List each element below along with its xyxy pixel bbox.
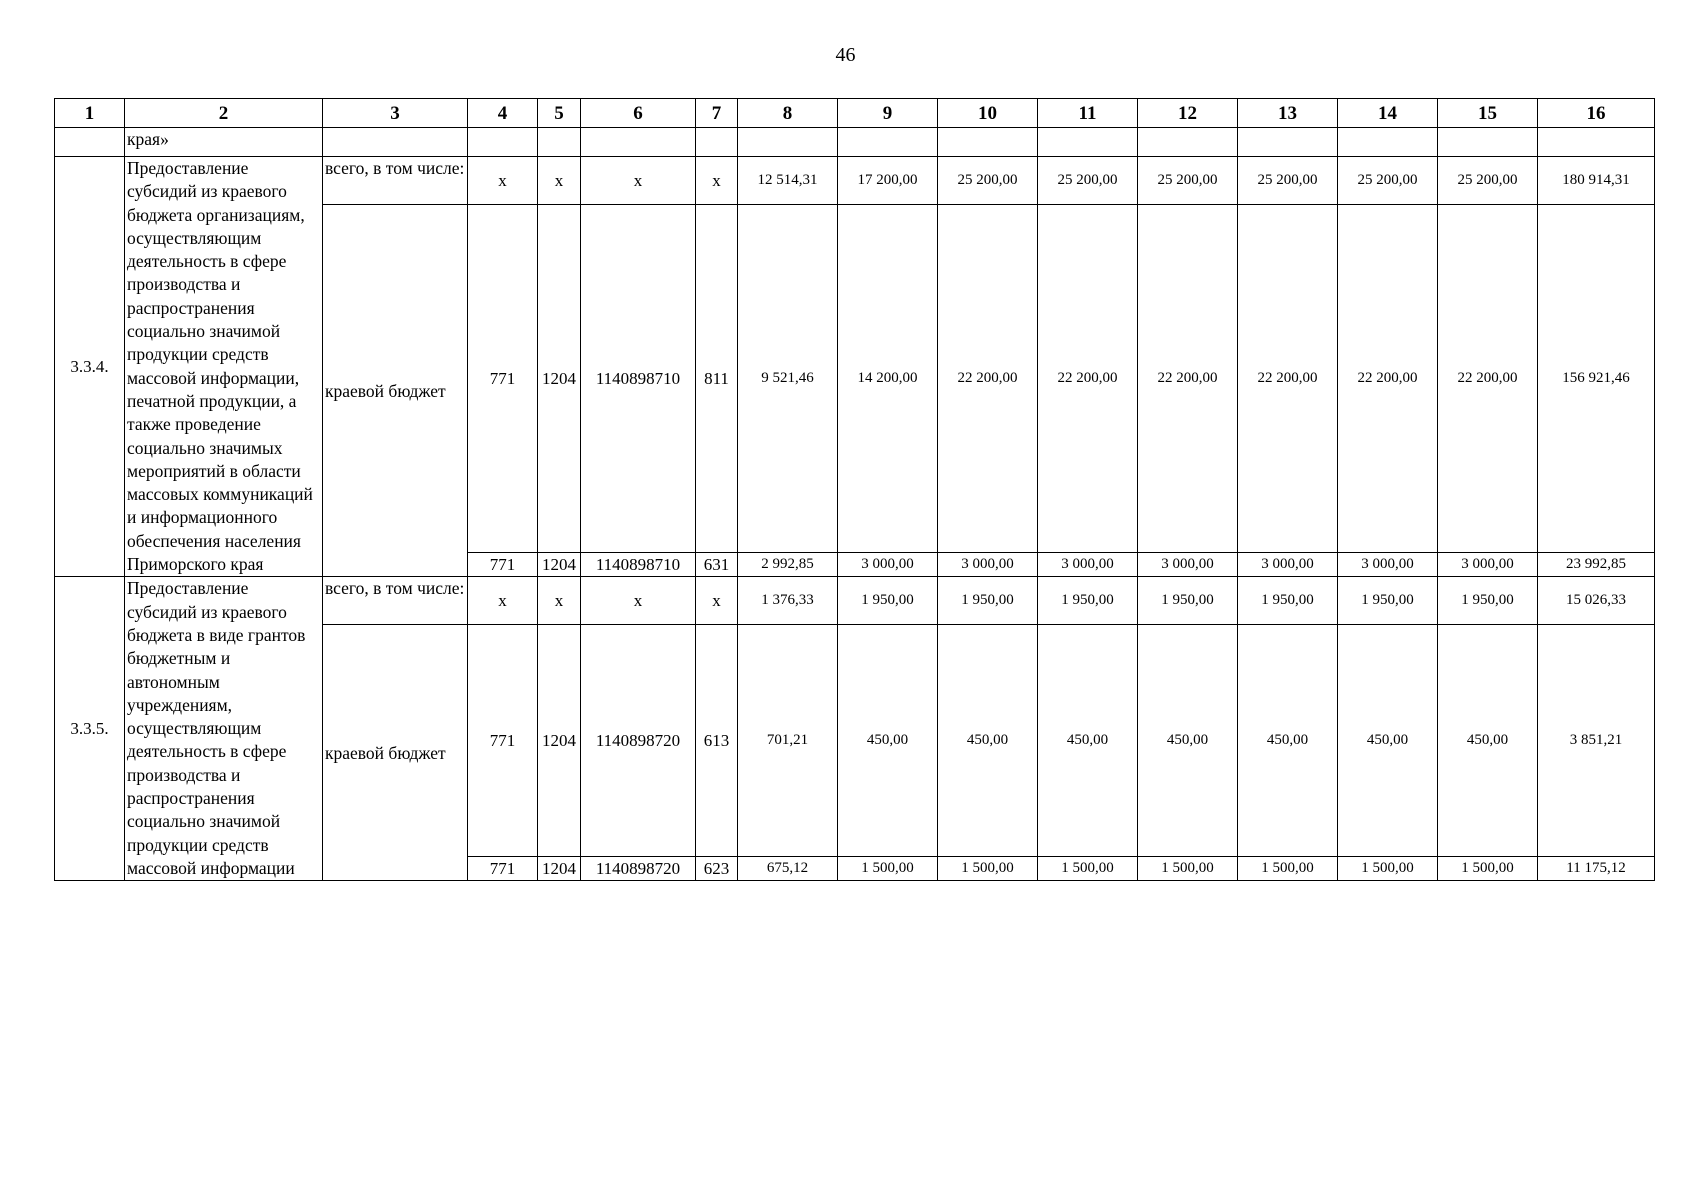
value-cell: 450,00 [1138, 625, 1238, 857]
cell-c5: 1204 [538, 857, 581, 881]
header-cell: 16 [1538, 99, 1655, 128]
value-cell: 450,00 [1438, 625, 1538, 857]
total-cell: 3 851,21 [1538, 625, 1655, 857]
total-cell: 156 921,46 [1538, 205, 1655, 553]
value-cell: 25 200,00 [1038, 157, 1138, 205]
value-cell: 1 950,00 [838, 577, 938, 625]
value-cell: 25 200,00 [1338, 157, 1438, 205]
value-cell: 25 200,00 [1238, 157, 1338, 205]
header-cell: 11 [1038, 99, 1138, 128]
cell-c7: 623 [696, 857, 738, 881]
value-cell: 450,00 [838, 625, 938, 857]
value-cell: 3 000,00 [1138, 553, 1238, 577]
value-cell: 22 200,00 [1438, 205, 1538, 553]
funding-source: краевой бюджет [323, 625, 468, 881]
value-cell: 25 200,00 [938, 157, 1038, 205]
cell-c5: 1204 [538, 205, 581, 553]
cell-c6: 1140898710 [581, 205, 696, 553]
value-cell: 1 376,33 [738, 577, 838, 625]
value-cell: 450,00 [1238, 625, 1338, 857]
cell-c5: 1204 [538, 625, 581, 857]
value-cell: 17 200,00 [838, 157, 938, 205]
value-cell: 3 000,00 [1438, 553, 1538, 577]
cell-c7: х [696, 577, 738, 625]
cell-c4: 771 [468, 625, 538, 857]
value-cell: 25 200,00 [1138, 157, 1238, 205]
value-cell: 3 000,00 [1038, 553, 1138, 577]
total-cell: 11 175,12 [1538, 857, 1655, 881]
cell-c6: х [581, 157, 696, 205]
cell-c7: 631 [696, 553, 738, 577]
funding-source: краевой бюджет [323, 205, 468, 577]
value-cell: 22 200,00 [938, 205, 1038, 553]
continuation-row [55, 128, 1655, 157]
header-cell: 6 [581, 99, 696, 128]
header-cell: 7 [696, 99, 738, 128]
header-cell: 5 [538, 99, 581, 128]
header-row [55, 99, 1655, 128]
header-cell: 10 [938, 99, 1038, 128]
value-cell: 1 500,00 [1438, 857, 1538, 881]
cell-c6: 1140898710 [581, 553, 696, 577]
cell-c6: 1140898720 [581, 857, 696, 881]
total-cell: 23 992,85 [1538, 553, 1655, 577]
header-cell: 1 [55, 99, 125, 128]
value-cell: 3 000,00 [1338, 553, 1438, 577]
funding-source: всего, в том числе: [323, 157, 468, 205]
value-cell: 1 950,00 [1238, 577, 1338, 625]
value-cell: 1 500,00 [938, 857, 1038, 881]
value-cell: 2 992,85 [738, 553, 838, 577]
header-cell: 8 [738, 99, 838, 128]
value-cell: 1 950,00 [938, 577, 1038, 625]
cell-c5: х [538, 577, 581, 625]
value-cell: 1 950,00 [1438, 577, 1538, 625]
value-cell: 1 950,00 [1138, 577, 1238, 625]
value-cell: 3 000,00 [838, 553, 938, 577]
value-cell: 675,12 [738, 857, 838, 881]
cell-c4: х [468, 157, 538, 205]
total-cell: 15 026,33 [1538, 577, 1655, 625]
cell-c7: 613 [696, 625, 738, 857]
value-cell: 22 200,00 [1038, 205, 1138, 553]
value-cell: 701,21 [738, 625, 838, 857]
value-cell: 22 200,00 [1238, 205, 1338, 553]
value-cell: 1 950,00 [1338, 577, 1438, 625]
value-cell: 22 200,00 [1138, 205, 1238, 553]
value-cell: 12 514,31 [738, 157, 838, 205]
value-cell: 25 200,00 [1438, 157, 1538, 205]
cell-c4: х [468, 577, 538, 625]
row-description: Предоставление субсидий из краевого бюджета организациям, осуществляющим деятельность в сфере производства и распространения социально значимой продукции средств массовой информации, печатной продукции, а также проведение социально значимых мероприятий в области массовых коммуникаций и информационного обеспечения населения Приморского края [125, 157, 323, 577]
header-cell: 13 [1238, 99, 1338, 128]
header-cell: 2 [125, 99, 323, 128]
value-cell: 3 000,00 [938, 553, 1038, 577]
value-cell: 22 200,00 [1338, 205, 1438, 553]
header-cell: 9 [838, 99, 938, 128]
budget-table [54, 98, 1655, 881]
cell-c5: х [538, 157, 581, 205]
cell-c7: 811 [696, 205, 738, 553]
value-cell: 9 521,46 [738, 205, 838, 553]
header-cell: 4 [468, 99, 538, 128]
cell-c7: х [696, 157, 738, 205]
total-cell: 180 914,31 [1538, 157, 1655, 205]
row-index: 3.3.5. [55, 577, 125, 881]
value-cell: 1 950,00 [1038, 577, 1138, 625]
cell-c4: 771 [468, 857, 538, 881]
cell-c5: 1204 [538, 553, 581, 577]
table-row [55, 577, 1655, 625]
funding-source: всего, в том числе: [323, 577, 468, 625]
value-cell: 1 500,00 [1238, 857, 1338, 881]
value-cell: 450,00 [1338, 625, 1438, 857]
continuation-text: края» [125, 128, 323, 157]
value-cell: 1 500,00 [1338, 857, 1438, 881]
cell-c6: 1140898720 [581, 625, 696, 857]
value-cell: 1 500,00 [1138, 857, 1238, 881]
cell-c6: х [581, 577, 696, 625]
row-description: Предоставление субсидий из краевого бюджета в виде грантов бюджетным и автономным учреждениям, осуществляющим деятельность в сфере производства и распространения социально значимой продукции средств массовой информации [125, 577, 323, 881]
row-index: 3.3.4. [55, 157, 125, 577]
value-cell: 1 500,00 [838, 857, 938, 881]
value-cell: 3 000,00 [1238, 553, 1338, 577]
header-cell: 15 [1438, 99, 1538, 128]
value-cell: 450,00 [1038, 625, 1138, 857]
header-cell: 3 [323, 99, 468, 128]
cell-c4: 771 [468, 205, 538, 553]
header-cell: 14 [1338, 99, 1438, 128]
value-cell: 14 200,00 [838, 205, 938, 553]
page-number: 46 [835, 44, 856, 66]
cell-c4: 771 [468, 553, 538, 577]
value-cell: 450,00 [938, 625, 1038, 857]
table-row [55, 157, 1655, 205]
header-cell: 12 [1138, 99, 1238, 128]
value-cell: 1 500,00 [1038, 857, 1138, 881]
